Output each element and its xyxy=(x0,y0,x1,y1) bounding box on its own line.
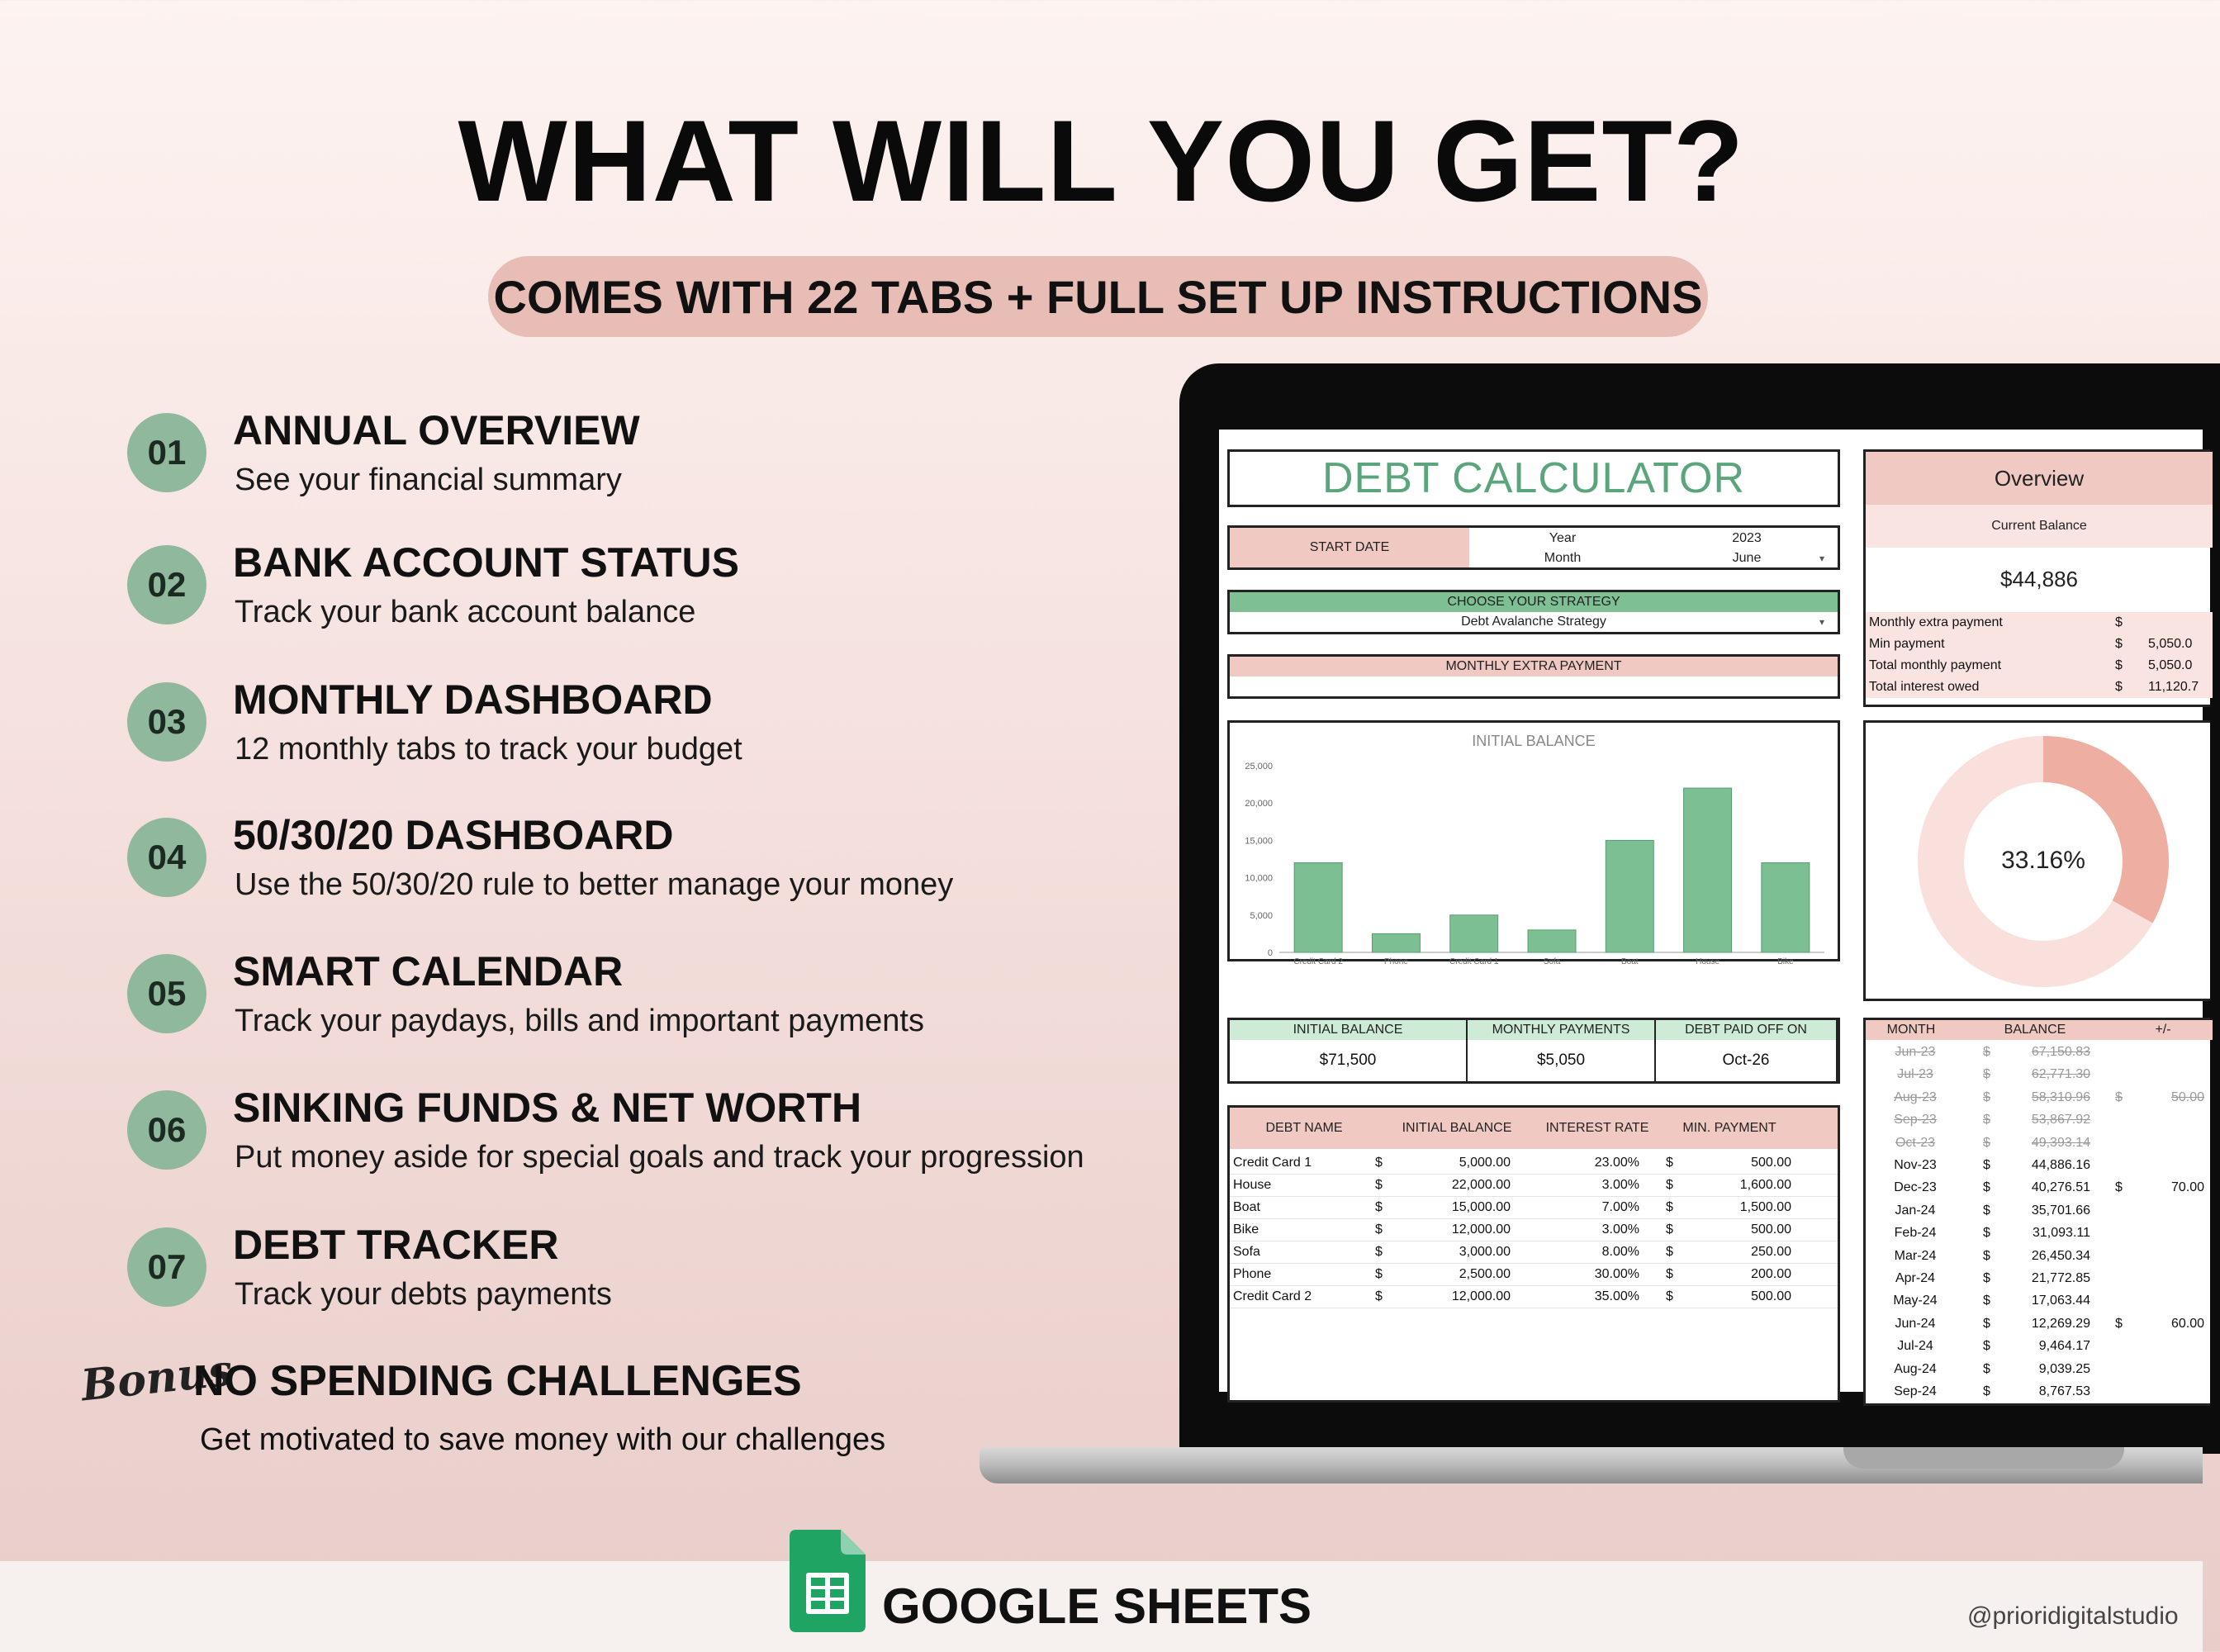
balance-currency: $ xyxy=(1983,1339,1990,1354)
summary-value: Oct-26 xyxy=(1656,1040,1838,1081)
feature-description: Use the 50/30/20 rule to better manage your money xyxy=(235,867,954,902)
chart-y-tick: 25,000 xyxy=(1245,762,1273,771)
balance-month: Aug-23 xyxy=(1894,1089,1937,1104)
laptop-notch xyxy=(1843,1447,2124,1469)
debt-min-payment: 1,500.00 xyxy=(1739,1200,1791,1214)
balance-value: 9,039.25 xyxy=(2038,1361,2090,1376)
summary-block xyxy=(1227,1018,1840,1084)
extra-payment-block xyxy=(1227,654,1840,699)
balance-table-row xyxy=(1866,1155,2213,1177)
overview-panel xyxy=(1863,449,2210,707)
debt-min-payment: 500.00 xyxy=(1751,1156,1791,1170)
balance-value: 35,701.66 xyxy=(2031,1203,2090,1218)
balance-table-row xyxy=(1866,1177,2213,1199)
debt-min-currency: $ xyxy=(1666,1178,1673,1192)
feature-description: Track your debts payments xyxy=(235,1277,612,1312)
feature-description: See your financial summary xyxy=(235,463,622,497)
balance-value: 12,269.29 xyxy=(2031,1316,2090,1331)
overview-row xyxy=(1866,655,2213,676)
debt-initial-balance: 3,000.00 xyxy=(1459,1245,1511,1259)
debt-min-currency: $ xyxy=(1666,1156,1673,1170)
year-value[interactable]: 2023 xyxy=(1732,531,1762,545)
balance-value: 62,771.30 xyxy=(2031,1067,2090,1082)
balance-month: Jun-24 xyxy=(1895,1316,1936,1331)
balance-value: 58,310.96 xyxy=(2031,1089,2090,1104)
feature-number-badge: 01 xyxy=(127,413,206,492)
overview-row-currency: $ xyxy=(2115,615,2123,629)
feature-number-badge: 06 xyxy=(127,1090,206,1170)
chart-y-tick: 20,000 xyxy=(1245,799,1273,809)
feature-title: SINKING FUNDS & NET WORTH xyxy=(233,1085,862,1131)
month-value[interactable]: June xyxy=(1732,551,1762,565)
feature-number-badge: 03 xyxy=(127,682,206,762)
debt-table-row[interactable] xyxy=(1230,1152,1838,1175)
debt-currency: $ xyxy=(1375,1156,1383,1170)
balance-table-row xyxy=(1866,1268,2213,1290)
balance-month: Dec-23 xyxy=(1894,1180,1937,1195)
debt-currency: $ xyxy=(1375,1178,1383,1192)
chart-category-label: Boat xyxy=(1620,957,1639,966)
debt-initial-balance: 5,000.00 xyxy=(1459,1156,1511,1170)
chart-category-label: Credit Card 1 xyxy=(1449,957,1499,966)
debt-min-currency: $ xyxy=(1666,1267,1673,1281)
chart-bar xyxy=(1606,840,1653,952)
balance-value: 17,063.44 xyxy=(2031,1294,2090,1308)
feature-description: Track your bank account balance xyxy=(235,595,696,629)
balance-value: 8,767.53 xyxy=(2038,1384,2090,1398)
balance-currency: $ xyxy=(1983,1045,1990,1059)
summary-label: DEBT PAID OFF ON xyxy=(1656,1020,1838,1040)
balance-currency: $ xyxy=(1983,1067,1990,1082)
chart-category-label: Sofa xyxy=(1543,957,1561,966)
overview-row-value: 5,050.0 xyxy=(2148,637,2193,651)
debt-table xyxy=(1227,1105,1840,1403)
feature-description: 12 monthly tabs to track your budget xyxy=(235,732,742,767)
balance-table-row xyxy=(1866,1359,2213,1381)
chart-bar xyxy=(1372,933,1420,952)
feature-number-badge: 07 xyxy=(127,1227,206,1307)
headline: WHAT WILL YOU GET? xyxy=(458,96,1745,225)
debt-interest-rate: 8.00% xyxy=(1601,1245,1639,1259)
debt-table-row[interactable] xyxy=(1230,1241,1838,1264)
balance-table-row xyxy=(1866,1290,2213,1313)
feature-description: Put money aside for special goals and track your progression xyxy=(235,1140,1084,1175)
chart-bar xyxy=(1528,930,1576,952)
feature-title: DEBT TRACKER xyxy=(233,1222,559,1268)
chart-title: INITIAL BALANCE xyxy=(1472,733,1596,749)
debt-interest-rate: 30.00% xyxy=(1594,1267,1639,1281)
balance-month: Feb-24 xyxy=(1894,1226,1937,1241)
balance-value: 21,772.85 xyxy=(2031,1271,2090,1285)
balance-currency: $ xyxy=(1983,1226,1990,1241)
debt-name: Credit Card 1 xyxy=(1233,1156,1312,1170)
balance-currency: $ xyxy=(1983,1180,1990,1195)
balance-month: Jun-23 xyxy=(1895,1045,1936,1059)
chart-bar xyxy=(1450,915,1498,952)
feature-number-badge: 04 xyxy=(127,818,206,897)
chart-bar xyxy=(1684,788,1732,952)
overview-row-label: Monthly extra payment xyxy=(1869,615,2003,629)
debt-name: Sofa xyxy=(1233,1245,1260,1259)
chart-canvas xyxy=(1230,723,1838,966)
delta-currency: $ xyxy=(2115,1089,2123,1104)
debt-currency: $ xyxy=(1375,1289,1383,1303)
feature-title: 50/30/20 DASHBOARD xyxy=(233,812,674,858)
balance-value: 49,393.14 xyxy=(2031,1135,2090,1150)
strategy-block xyxy=(1227,590,1840,634)
summary-label: INITIAL BALANCE xyxy=(1230,1020,1468,1040)
debt-initial-balance: 2,500.00 xyxy=(1459,1267,1511,1281)
debt-name: Boat xyxy=(1233,1200,1260,1214)
month-label: Month xyxy=(1544,551,1582,565)
balance-table-row xyxy=(1866,1132,2213,1155)
chart-bar xyxy=(1762,863,1810,952)
month-dropdown-icon[interactable]: ▾ xyxy=(1819,553,1825,564)
strategy-dropdown-icon[interactable]: ▾ xyxy=(1819,616,1825,628)
summary-value: $5,050 xyxy=(1468,1040,1656,1081)
balance-delta: 60.00 xyxy=(2170,1316,2204,1331)
balance-currency: $ xyxy=(1983,1361,1990,1376)
balance-month: Sep-24 xyxy=(1894,1384,1937,1398)
balance-table-row xyxy=(1866,1222,2213,1245)
chart-y-tick: 5,000 xyxy=(1250,910,1273,921)
debt-min-currency: $ xyxy=(1666,1200,1673,1214)
balance-currency: $ xyxy=(1983,1089,1990,1104)
feature-title: BANK ACCOUNT STATUS xyxy=(233,539,739,586)
delta-currency: $ xyxy=(2115,1180,2123,1195)
social-handle: @prioridigitalstudio xyxy=(1967,1602,2179,1630)
chart-y-tick: 10,000 xyxy=(1245,873,1273,884)
balance-delta: 50.00 xyxy=(2170,1089,2204,1104)
google-sheets-icon xyxy=(790,1530,866,1632)
strategy-select[interactable]: Debt Avalanche Strategy xyxy=(1461,615,1606,629)
current-balance-label: Current Balance xyxy=(1866,505,2213,548)
balance-month: Sep-23 xyxy=(1894,1113,1937,1127)
chart-bar xyxy=(1294,863,1342,952)
balance-month: Aug-24 xyxy=(1894,1361,1937,1376)
debt-interest-rate: 3.00% xyxy=(1601,1178,1639,1192)
debt-interest-rate: 35.00% xyxy=(1594,1289,1639,1303)
balance-month: Oct-23 xyxy=(1895,1135,1935,1150)
feature-title: MONTHLY DASHBOARD xyxy=(233,676,713,723)
balance-value: 40,276.51 xyxy=(2031,1180,2090,1195)
balance-value: 44,886.16 xyxy=(2031,1158,2090,1172)
debt-table-header: INTEREST RATE xyxy=(1545,1121,1649,1135)
balance-value: 26,450.34 xyxy=(2031,1248,2090,1263)
debt-min-payment: 200.00 xyxy=(1751,1267,1791,1281)
debt-currency: $ xyxy=(1375,1245,1383,1259)
balance-value: 9,464.17 xyxy=(2038,1339,2090,1354)
balance-value: 31,093.11 xyxy=(2033,1226,2090,1241)
debt-min-currency: $ xyxy=(1666,1289,1673,1303)
debt-name: Phone xyxy=(1233,1267,1272,1281)
overview-row xyxy=(1866,676,2213,698)
extra-payment-input[interactable] xyxy=(1230,676,1838,696)
chart-category-label: Bike xyxy=(1777,957,1794,966)
debt-min-payment: 1,600.00 xyxy=(1739,1178,1791,1192)
chart-y-tick: 0 xyxy=(1267,948,1273,958)
balance-month: May-24 xyxy=(1893,1294,1938,1308)
debt-min-currency: $ xyxy=(1666,1222,1673,1237)
balance-table-row xyxy=(1866,1336,2213,1358)
feature-description: Track your paydays, bills and important payments xyxy=(235,1004,924,1038)
balance-month: Jan-24 xyxy=(1895,1203,1936,1218)
sheet-title: DEBT CALCULATOR xyxy=(1227,449,1840,507)
start-date-block xyxy=(1227,525,1840,570)
balance-table-row xyxy=(1866,1064,2213,1086)
extra-payment-label: MONTHLY EXTRA PAYMENT xyxy=(1230,657,1838,676)
feature-title: SMART CALENDAR xyxy=(233,948,624,995)
product-name: GOOGLE SHEETS xyxy=(882,1578,1312,1634)
overview-row-currency: $ xyxy=(2115,658,2123,672)
overview-row-currency: $ xyxy=(2115,637,2123,651)
balance-table-row xyxy=(1866,1200,2213,1222)
balance-table-row xyxy=(1866,1087,2213,1109)
debt-currency: $ xyxy=(1375,1222,1383,1237)
debt-table-row[interactable] xyxy=(1230,1175,1838,1197)
balance-table-header: +/- xyxy=(2155,1023,2171,1037)
balance-table-row xyxy=(1866,1109,2213,1132)
chart-category-label: Credit Card 2 xyxy=(1293,957,1343,966)
balance-currency: $ xyxy=(1983,1203,1990,1218)
balance-table-header: MONTH xyxy=(1886,1023,1936,1037)
balance-table-header: BALANCE xyxy=(2004,1023,2066,1037)
debt-currency: $ xyxy=(1375,1200,1383,1214)
summary-label: MONTHLY PAYMENTS xyxy=(1468,1020,1656,1040)
balance-currency: $ xyxy=(1983,1158,1990,1172)
balance-month: Jul-23 xyxy=(1897,1067,1933,1082)
overview-row-label: Min payment xyxy=(1869,637,1945,651)
donut-label: 33.16% xyxy=(2001,847,2085,874)
start-date-label: START DATE xyxy=(1230,528,1469,567)
debt-initial-balance: 12,000.00 xyxy=(1451,1222,1511,1237)
balance-table-row xyxy=(1866,1313,2213,1336)
feature-title: ANNUAL OVERVIEW xyxy=(233,407,640,453)
overview-row xyxy=(1866,634,2213,655)
chart-category-label: House xyxy=(1696,957,1720,966)
debt-name: House xyxy=(1233,1178,1272,1192)
debt-table-row[interactable] xyxy=(1230,1197,1838,1219)
feature-number-badge: 02 xyxy=(127,545,206,624)
current-balance-value: $44,886 xyxy=(2000,566,2078,591)
bonus-title: NO SPENDING CHALLENGES xyxy=(193,1357,802,1405)
delta-currency: $ xyxy=(2115,1316,2123,1331)
laptop-screen xyxy=(1219,430,2204,1398)
overview-row-label: Total monthly payment xyxy=(1869,658,2002,672)
balance-month: Nov-23 xyxy=(1894,1158,1937,1172)
balance-currency: $ xyxy=(1983,1248,1990,1263)
debt-table-header: DEBT NAME xyxy=(1265,1121,1343,1135)
overview-row-label: Total interest owed xyxy=(1869,680,1980,694)
debt-table-row[interactable] xyxy=(1230,1286,1838,1308)
overview-row-value: 5,050.0 xyxy=(2148,658,2193,672)
balance-month: Jul-24 xyxy=(1897,1339,1933,1354)
overview-row-value: 11,120.7 xyxy=(2148,680,2199,694)
balance-month: Apr-24 xyxy=(1895,1271,1936,1285)
strategy-label: CHOOSE YOUR STRATEGY xyxy=(1230,592,1838,612)
balance-currency: $ xyxy=(1983,1135,1990,1150)
overview-row-currency: $ xyxy=(2115,680,2123,694)
balance-delta: 70.00 xyxy=(2170,1180,2204,1195)
chart-category-label: Phone xyxy=(1383,957,1408,966)
balance-currency: $ xyxy=(1983,1316,1990,1331)
debt-interest-rate: 23.00% xyxy=(1594,1156,1639,1170)
debt-min-payment: 500.00 xyxy=(1751,1289,1791,1303)
balance-table-row xyxy=(1866,1381,2213,1403)
bonus-tag: Bonus xyxy=(78,1345,235,1412)
debt-name: Credit Card 2 xyxy=(1233,1289,1312,1303)
balance-table xyxy=(1863,1018,2210,1406)
balance-table-row xyxy=(1866,1042,2213,1064)
debt-name: Bike xyxy=(1233,1222,1259,1237)
debt-min-payment: 500.00 xyxy=(1751,1222,1791,1237)
donut-chart xyxy=(1863,720,2210,1001)
debt-table-row[interactable] xyxy=(1230,1264,1838,1286)
overview-title: Overview xyxy=(1866,452,2213,505)
debt-table-header: INITIAL BALANCE xyxy=(1402,1121,1512,1135)
feature-number-badge: 05 xyxy=(127,954,206,1033)
balance-currency: $ xyxy=(1983,1113,1990,1127)
balance-month: Mar-24 xyxy=(1894,1248,1937,1263)
debt-currency: $ xyxy=(1375,1267,1383,1281)
balance-currency: $ xyxy=(1983,1384,1990,1398)
debt-interest-rate: 7.00% xyxy=(1601,1200,1639,1214)
debt-initial-balance: 12,000.00 xyxy=(1451,1289,1511,1303)
overview-row xyxy=(1866,612,2213,634)
initial-balance-chart xyxy=(1227,720,1840,966)
chart-y-tick: 15,000 xyxy=(1245,836,1273,847)
summary-value: $71,500 xyxy=(1230,1040,1468,1081)
balance-table-row xyxy=(1866,1246,2213,1268)
debt-min-currency: $ xyxy=(1666,1245,1673,1259)
subheadline-pill: COMES WITH 22 TABS + FULL SET UP INSTRUCTIONS xyxy=(488,256,1708,337)
balance-value: 53,867.92 xyxy=(2031,1113,2090,1127)
debt-table-header: MIN. PAYMENT xyxy=(1682,1121,1776,1135)
balance-currency: $ xyxy=(1983,1294,1990,1308)
debt-initial-balance: 15,000.00 xyxy=(1451,1200,1511,1214)
donut-paid-slice xyxy=(2043,736,2169,923)
debt-min-payment: 250.00 xyxy=(1751,1245,1791,1259)
debt-table-row[interactable] xyxy=(1230,1219,1838,1241)
debt-initial-balance: 22,000.00 xyxy=(1451,1178,1511,1192)
year-label: Year xyxy=(1549,531,1577,545)
balance-value: 67,150.83 xyxy=(2031,1045,2090,1059)
bonus-description: Get motivated to save money with our challenges xyxy=(200,1422,886,1457)
balance-currency: $ xyxy=(1983,1271,1990,1285)
debt-interest-rate: 3.00% xyxy=(1601,1222,1639,1237)
